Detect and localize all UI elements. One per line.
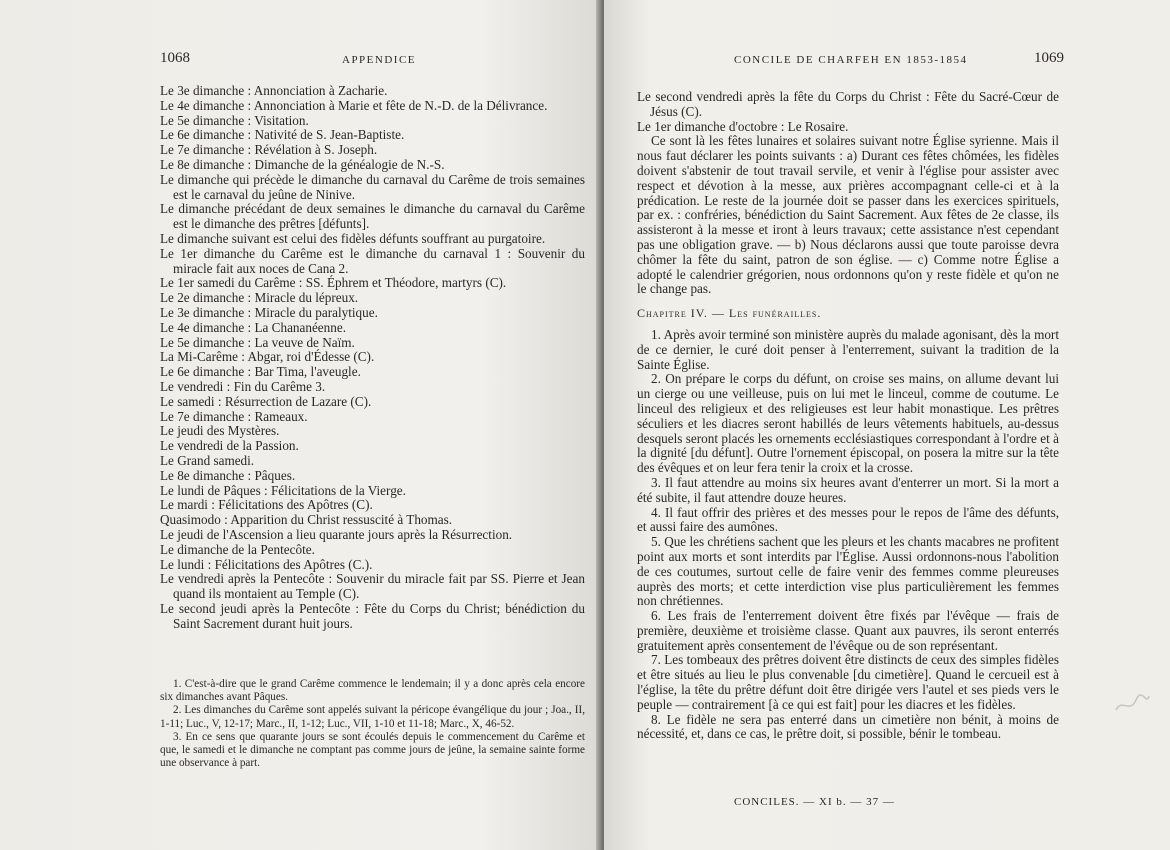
footnote: 2. Les dimanches du Carême sont appelés suivant la péricope évangélique du jour ; Joa., II, 1-11; Luc., V, 12-17; Marc., II, 1-12; Luc., VII, 1-10 et 11-18; Marc., X, 46-52. — [160, 704, 585, 730]
left-folio: 1068 — [160, 50, 190, 66]
right-folio: 1069 — [1034, 50, 1064, 66]
calendar-entry: Le 3e dimanche : Annonciation à Zacharie. — [160, 83, 388, 98]
funeral-article: 8. Le fidèle ne sera pas enterré dans un cimetière non bénit, à moins de nécessité, et, dans ce cas, le prêtre doit, si possible, bénir le tombeau. — [637, 711, 1059, 742]
calendar-entry: Le vendredi après la Pentecôte : Souvenir du miracle fait par SS. Pierre et Jean quand ils montaient au Temple (C). — [160, 571, 585, 602]
right-intro-paragraph: Ce sont là les fêtes lunaires et solaires suivant notre Église syrienne. Mais il nous faut déclarer les points suivants : a) Durant ces fêtes chômées, les fidèles doivent s'abstenir de tout travail servile, et venir à l'église pour assister avec respect et dévotion à la messe, aux prières accompagnant celle-ci et à la prédication. Le reste de la journée doit se passer dans les exercices spirituels, par ex. : confréries, bénédiction du Saint Sacrement. Aux fêtes de 2e classe, ils assisteront à la messe et iront à leurs travaux; cette assistance n'est cependant pas une obligation grave. — b) Nous déclarons aussi que toute paroisse devra chômer la fête du saint, patron de son église. — c) Comme notre Église a adopté le calendrier grégorien, nous ordonnons qu'on y reste fidèle et qu'on ne le change pas. — [637, 133, 1059, 297]
calendar-entry: Le vendredi : Fin du Carême 3. — [160, 378, 326, 394]
calendar-entry: Le second jeudi après la Pentecôte : Fête du Corps du Christ; bénédiction du Saint Sacrement durant huit jours. — [160, 600, 585, 631]
calendar-entry: Le dimanche qui précède le dimanche du carnaval du Carême de trois semaines est le carnaval du jeûne de Ninive. — [160, 171, 585, 202]
calendar-entry: La Mi-Carême : Abgar, roi d'Édesse (C). — [160, 349, 375, 365]
right-top-line: Le 1er dimanche d'octobre : Le Rosaire. — [637, 118, 849, 134]
calendar-entry: Le vendredi de la Passion. — [160, 438, 299, 454]
calendar-entry: Le 6e dimanche : Nativité de S. Jean-Baptiste. — [160, 127, 405, 143]
right-page — [604, 0, 1170, 850]
calendar-entry: Le samedi : Résurrection de Lazare (C). — [160, 393, 372, 409]
left-running-head: APPENDICE — [342, 54, 417, 66]
right-running-head: CONCILE DE CHARFEH EN 1853-1854 — [734, 54, 968, 66]
right-body-text — [637, 90, 1059, 742]
funeral-article: 5. Que les chrétiens sachent que les pleurs et les chants macabres ne profitent point aux morts et sont interdits par l'Église. Aussi ordonnons-nous l'abolition de ces coutumes, surtout celle de faire venir des femmes comme pleureuses auprès des morts; et cette interdiction vise plus particulièrement les femmes non chrétiennes. — [637, 534, 1059, 609]
left-footnotes — [160, 678, 585, 770]
calendar-entry: Quasimodo : Apparition du Christ ressuscité à Thomas. — [160, 512, 453, 528]
calendar-entry: Le 6e dimanche : Bar Tima, l'aveugle. — [160, 364, 361, 380]
calendar-entry: Le Grand samedi. — [160, 452, 255, 468]
calendar-entry: Le 5e dimanche : Visitation. — [160, 112, 309, 128]
funeral-article: 1. Après avoir terminé son ministère auprès du malade agonisant, dès la mort de ce dernier, le curé doit penser à l'enterrement, suivant la tradition de la Sainte Église. — [637, 326, 1059, 372]
left-calendar-list — [160, 84, 585, 631]
calendar-entry: Le dimanche suivant est celui des fidèles défunts souffrant au purgatoire. — [160, 230, 546, 246]
calendar-entry: Le lundi : Félicitations des Apôtres (C.). — [160, 556, 373, 572]
funeral-article: 4. Il faut offrir des prières et des messes pour le repos de l'âme des défunts, et aussi faire des aumônes. — [637, 504, 1059, 535]
funeral-article: 6. Les frais de l'enterrement doivent être fixés par l'évêque — frais de première, deuxième et troisième classe. Quant aux pauvres, ils seront enterrés gratuitement après consentement de l'évêque ou de son représentant. — [637, 608, 1059, 653]
calendar-entry: Le lundi de Pâques : Félicitations de la Vierge. — [160, 482, 406, 498]
calendar-entry: Le mardi : Félicitations des Apôtres (C). — [160, 497, 373, 513]
calendar-entry: Le jeudi des Mystères. — [160, 423, 280, 439]
calendar-entry: Le 1er samedi du Carême : SS. Éphrem et Théodore, martyrs (C). — [160, 275, 507, 291]
calendar-entry: Le jeudi de l'Ascension a lieu quarante jours après la Résurrection. — [160, 526, 513, 542]
footnote: 3. En ce sens que quarante jours se sont écoulés depuis le commencement du Carême et que, le samedi et le dimanche ne comptant pas comme jours de jeûne, la semaine sainte forme une observance à part. — [160, 730, 585, 770]
calendar-entry: Le 4e dimanche : Annonciation à Marie et fête de N.-D. de la Délivrance. — [160, 97, 548, 113]
calendar-entry: Le 5e dimanche : La veuve de Naïm. — [160, 334, 355, 350]
calendar-entry: Le 8e dimanche : Dimanche de la généalogie de N.-S. — [160, 156, 445, 172]
calendar-entry: Le 7e dimanche : Révélation à S. Joseph. — [160, 142, 378, 158]
funeral-article: 3. Il faut attendre au moins six heures avant d'enterrer un mort. Si la mort a été subite, il faut attendre douze heures. — [637, 474, 1059, 505]
calendar-entry: Le 3e dimanche : Miracle du paralytique. — [160, 304, 378, 320]
right-top-line: Le second vendredi après la fête du Corps du Christ : Fête du Sacré-Cœur de Jésus (C). — [637, 89, 1059, 119]
funeral-article: 7. Les tombeaux des prêtres doivent être distincts de ceux des simples fidèles et être situés au lieu le plus convenable [du cimetière]. Quand le cercueil est à l'église, la tête du prêtre défunt doit être dirigée vers l'autel et ses pieds vers le peuple — contrairement [à ce qui est fait] pour les diacres et les fidèles. — [637, 652, 1059, 712]
footnote: 1. C'est-à-dire que le grand Carême commence le lendemain; il y a donc après cela encore six dimanches avant Pâques. — [160, 678, 585, 704]
calendar-entry: Le 4e dimanche : La Chananéenne. — [160, 319, 347, 335]
chapter-heading: Chapitre IV. — Les funérailles. — [637, 306, 822, 321]
calendar-entry: Le dimanche précédant de deux semaines le dimanche du carnaval du Carême est le dimanche des prêtres [défunts]. — [160, 201, 585, 232]
calendar-entry: Le 2e dimanche : Miracle du lépreux. — [160, 290, 359, 306]
calendar-entry: Le 8e dimanche : Pâques. — [160, 467, 296, 483]
funeral-article: 2. On prépare le corps du défunt, on croise ses mains, on allume devant lui un cierge ou une veilleuse, puis on lui met le linceul, comme de coutume. Le linceul des religieux et des religieuses est leur habit monastique. Les prêtres séculiers et les diacres seront habillés de leurs vêtements habituels, au-dessus desquels seront placés les ornements ecclésiastiques correspondant à l'ordre et à la dignité [du défunt]. Outre l'ornement épiscopal, on posera la mitre sur la tête des évêques et on leur fera tenir la croix et la crosse. — [637, 371, 1059, 476]
calendar-entry: Le 1er dimanche du Carême est le dimanche du carnaval 1 : Souvenir du miracle fait aux noces de Cana 2. — [160, 245, 585, 276]
pencil-mark-icon — [1112, 688, 1152, 718]
calendar-entry: Le 7e dimanche : Rameaux. — [160, 408, 308, 424]
signature-line: CONCILES. — XI b. — 37 — — [734, 796, 895, 808]
calendar-entry: Le dimanche de la Pentecôte. — [160, 541, 315, 557]
